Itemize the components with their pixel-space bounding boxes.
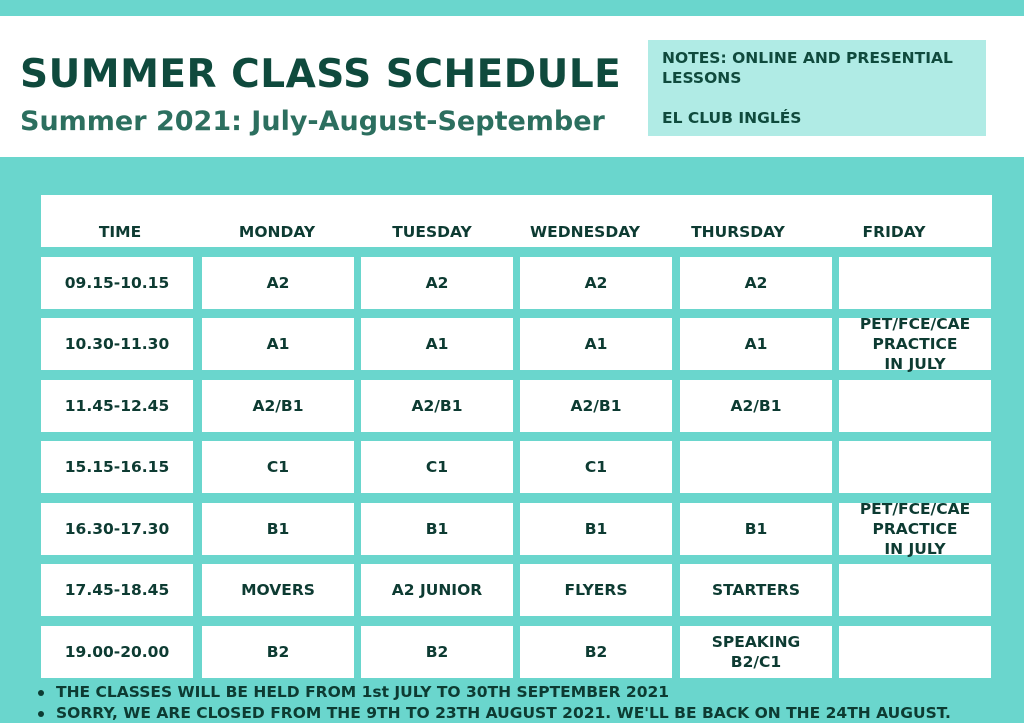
column-header-wednesday: WEDNESDAY <box>530 223 640 241</box>
class-cell: A2 <box>361 257 513 309</box>
class-cell: A1 <box>680 318 832 370</box>
class-cell: A2/B1 <box>680 380 832 432</box>
column-header-friday: FRIDAY <box>862 223 926 241</box>
time-slot-cell: 17.45-18.45 <box>41 564 193 616</box>
class-cell: A2 <box>680 257 832 309</box>
footer-note: SORRY, WE ARE CLOSED FROM THE 9TH TO 23TH AUGUST 2021. WE'LL BE BACK ON THE 24TH AUGUST. <box>36 703 1016 723</box>
column-header-time: TIME <box>98 223 142 241</box>
notes-line-1: NOTES: ONLINE AND PRESENTIAL LESSONS <box>662 49 953 87</box>
class-cell: STARTERS <box>680 564 832 616</box>
class-cell <box>839 441 991 493</box>
class-cell: A1 <box>361 318 513 370</box>
class-cell: A2/B1 <box>202 380 354 432</box>
time-slot-cell: 15.15-16.15 <box>41 441 193 493</box>
class-cell: A1 <box>202 318 354 370</box>
class-cell: A2 JUNIOR <box>361 564 513 616</box>
class-cell: FLYERS <box>520 564 672 616</box>
class-cell: PET/FCE/CAE PRACTICE IN JULY <box>839 503 991 555</box>
class-cell: B2 <box>361 626 513 678</box>
class-cell: A2 <box>520 257 672 309</box>
top-accent-band <box>0 0 1024 16</box>
column-header-tuesday: TUESDAY <box>392 223 472 241</box>
time-slot-cell: 09.15-10.15 <box>41 257 193 309</box>
notes-box <box>648 40 986 136</box>
time-slot-cell: 16.30-17.30 <box>41 503 193 555</box>
class-cell: A2/B1 <box>520 380 672 432</box>
class-cell: PET/FCE/CAE PRACTICE IN JULY <box>839 318 991 370</box>
class-cell: MOVERS <box>202 564 354 616</box>
class-cell: B2 <box>202 626 354 678</box>
class-cell: B1 <box>520 503 672 555</box>
class-cell: B1 <box>202 503 354 555</box>
class-cell: A1 <box>520 318 672 370</box>
class-cell <box>839 626 991 678</box>
class-cell: C1 <box>202 441 354 493</box>
page-subtitle: Summer 2021: July-August-September <box>20 106 605 137</box>
class-cell: C1 <box>520 441 672 493</box>
class-cell: B1 <box>680 503 832 555</box>
class-cell: SPEAKING B2/C1 <box>680 626 832 678</box>
footer-notes <box>36 682 1016 723</box>
class-cell <box>839 564 991 616</box>
class-cell <box>680 441 832 493</box>
notes-line-2: EL CLUB INGLÉS <box>662 109 802 127</box>
time-slot-cell: 19.00-20.00 <box>41 626 193 678</box>
time-slot-cell: 10.30-11.30 <box>41 318 193 370</box>
footer-note: THE CLASSES WILL BE HELD FROM 1st JULY TO 30TH SEPTEMBER 2021 <box>36 682 1016 703</box>
class-cell: C1 <box>361 441 513 493</box>
header-panel <box>0 16 1024 157</box>
column-header-thursday: THURSDAY <box>691 223 785 241</box>
class-cell <box>839 257 991 309</box>
class-cell: B1 <box>361 503 513 555</box>
time-slot-cell: 11.45-12.45 <box>41 380 193 432</box>
column-header-monday: MONDAY <box>238 223 316 241</box>
class-cell <box>839 380 991 432</box>
class-cell: A2 <box>202 257 354 309</box>
class-cell: B2 <box>520 626 672 678</box>
page-title: SUMMER CLASS SCHEDULE <box>20 52 622 97</box>
class-cell: A2/B1 <box>361 380 513 432</box>
